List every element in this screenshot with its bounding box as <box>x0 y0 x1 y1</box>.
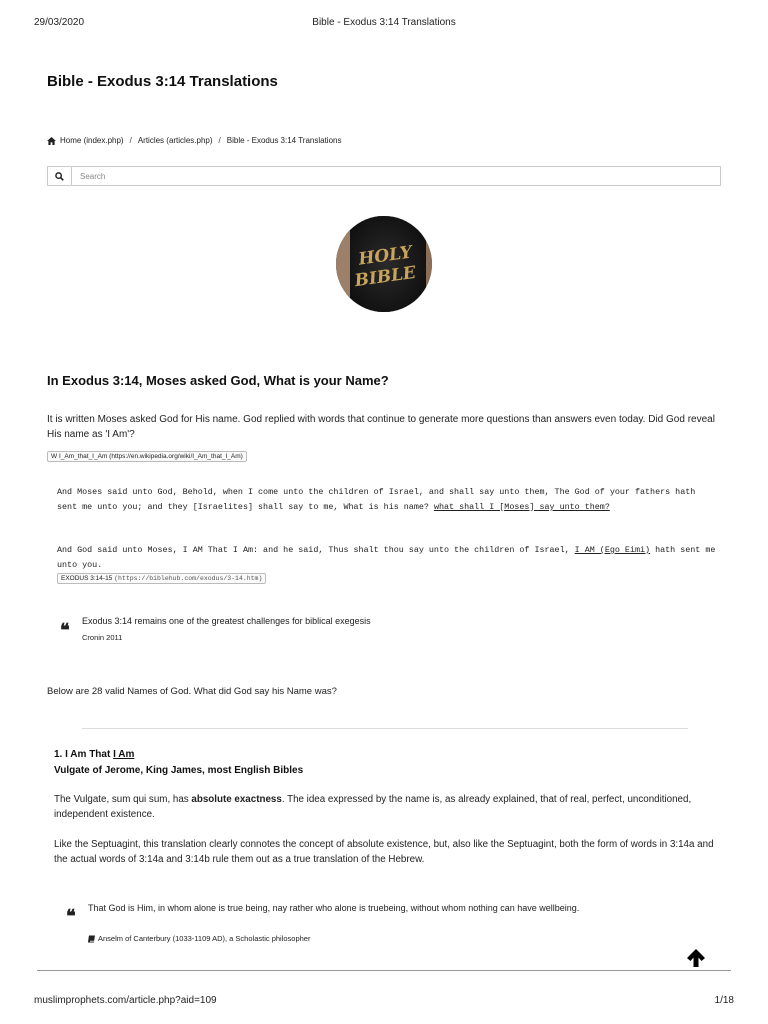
divider <box>82 728 688 729</box>
breadcrumb-articles-link[interactable]: Articles (articles.php) <box>137 136 213 145</box>
bible-cover-text-bible: BIBLE <box>353 262 418 292</box>
verse-text: And Moses said unto God, Behold, when I come unto the children of Israel, and shall say unto them, The God of your fathers hath sent me unto you; and they [Israelites] shall say to me, What is his name? <box>57 487 696 512</box>
breadcrumb-home-link[interactable]: Home (index.php) <box>60 136 124 145</box>
paragraph-text: . The idea expressed by the name is, as already explained, that of real, perfect, unconditioned, independent existence. <box>54 794 692 820</box>
reference-url: (https://biblehub.com/exodus/3-14.htm) <box>114 575 263 582</box>
footer-url: muslimprophets.com/article.php?aid=109 <box>34 995 217 1006</box>
book-icon <box>88 935 96 943</box>
blockquote-text: Exodus 3:14 remains one of the greatest challenges for biblical exegesis <box>82 616 371 626</box>
paragraph-text: The Vulgate, sum qui sum, has <box>54 794 192 805</box>
breadcrumb-separator: / <box>129 136 132 145</box>
name-subheading: Vulgate of Jerome, King James, most English Bibles <box>54 765 304 776</box>
home-icon <box>47 137 56 145</box>
breadcrumb-current: Bible - Exodus 3:14 Translations <box>226 136 342 145</box>
search-icon <box>55 172 64 181</box>
name-heading-underlined: I Am <box>113 749 135 760</box>
search-input[interactable] <box>71 166 721 186</box>
name-heading <box>54 749 134 760</box>
name-heading-prefix: 1. I Am That <box>54 749 114 760</box>
blockquote-citation: Cronin 2011 <box>82 633 123 642</box>
section-heading: In Exodus 3:14, Moses asked God, What is your Name? <box>47 373 389 388</box>
print-header-title: Bible - Exodus 3:14 Translations <box>312 17 456 28</box>
paragraph-bold-text: absolute exactness <box>191 794 282 805</box>
verse-text: And God said unto Moses, I AM That I Am: and he said, Thus shalt thou say unto the children of Israel, <box>57 545 575 555</box>
search-button[interactable] <box>47 166 71 186</box>
blockquote-text: That God is Him, in whom alone is true being, nay rather who alone is truebeing, without whom nothing can have wellbeing. <box>88 903 580 913</box>
page-title: Bible - Exodus 3:14 Translations <box>47 73 278 90</box>
wikipedia-link[interactable]: W I_Am_that_I_Am (https://en.wikipedia.org/wiki/I_Am_that_I_Am) <box>47 451 247 462</box>
quote-icon: ❝ <box>66 906 76 927</box>
biblehub-reference-link[interactable] <box>57 573 266 584</box>
breadcrumb-separator: / <box>218 136 221 145</box>
citation-text: Anselm of Canterbury (1033-1109 AD), a Scholastic philosopher <box>98 934 311 943</box>
holy-bible-image <box>336 216 432 312</box>
blockquote-citation <box>88 934 310 943</box>
names-intro-paragraph: Below are 28 valid Names of God. What did God say his Name was? <box>47 686 337 697</box>
footer-divider <box>37 970 731 971</box>
verse-underlined-text: what shall I [Moses] say unto them? <box>433 502 610 512</box>
reference-label: EXODUS 3:14-15 <box>61 575 113 582</box>
bible-cover-text-holy: HOLY <box>357 242 414 270</box>
exodus-verse-15 <box>57 543 717 573</box>
verse-underlined-text: I AM (Ego Eimi) <box>574 545 651 555</box>
scroll-to-top-arrow-icon[interactable] <box>686 948 706 968</box>
septuagint-paragraph: Like the Septuagint, this translation clearly connotes the concept of absolute existence, but, also like the Septuagint, both the form of words in 3:14a and the actual words of 3:14a and 3:14b rule them out as a true translation of the Hebrew. <box>54 839 714 865</box>
footer-page-number: 1/18 <box>714 995 734 1006</box>
quote-icon: ❝ <box>60 620 70 641</box>
search-bar <box>47 166 721 186</box>
print-date: 29/03/2020 <box>34 17 85 28</box>
exodus-verse-14 <box>57 485 717 515</box>
intro-paragraph: It is written Moses asked God for His name. God replied with words that continue to generate more questions than answers even today. Did God reveal His name as 'I Am'? <box>47 414 715 440</box>
verse-text: hath sent me unto you. <box>57 545 716 570</box>
breadcrumb <box>47 136 341 145</box>
vulgate-paragraph <box>54 792 724 822</box>
